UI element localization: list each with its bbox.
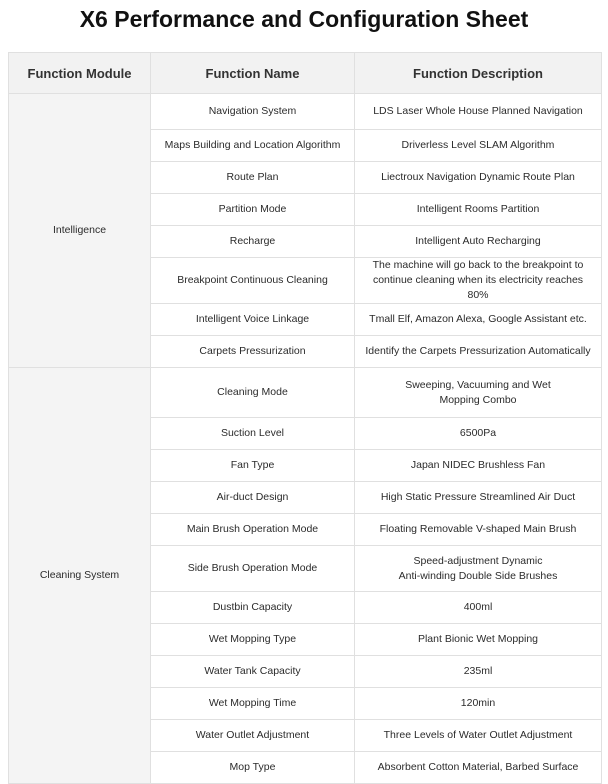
configuration-table: [8, 52, 602, 784]
function-description-cell: Intelligent Rooms Partition: [355, 194, 602, 226]
function-name-cell: Water Outlet Adjustment: [151, 720, 355, 752]
function-description-cell: Three Levels of Water Outlet Adjustment: [355, 720, 602, 752]
table-body: [9, 94, 602, 784]
function-name-cell: Main Brush Operation Mode: [151, 514, 355, 546]
function-name-cell: Route Plan: [151, 162, 355, 194]
function-name-cell: Breakpoint Continuous Cleaning: [151, 258, 355, 304]
table-row: [9, 368, 602, 418]
function-module-cell: Intelligence: [9, 94, 151, 368]
header-row: [9, 53, 602, 94]
function-name-cell: Carpets Pressurization: [151, 336, 355, 368]
header-function-name: Function Name: [151, 53, 355, 94]
function-name-cell: Recharge: [151, 226, 355, 258]
function-name-cell: Wet Mopping Time: [151, 688, 355, 720]
function-description-cell: 6500Pa: [355, 418, 602, 450]
function-name-cell: Navigation System: [151, 94, 355, 130]
function-module-cell: Cleaning System: [9, 368, 151, 784]
function-description-cell: 400ml: [355, 592, 602, 624]
table-row: [9, 94, 602, 130]
function-description-cell: Floating Removable V-shaped Main Brush: [355, 514, 602, 546]
function-description-cell: The machine will go back to the breakpoint to continue cleaning when its electricity reaches 80%: [355, 258, 602, 304]
function-name-cell: Water Tank Capacity: [151, 656, 355, 688]
function-name-cell: Dustbin Capacity: [151, 592, 355, 624]
header-function-description: Function Description: [355, 53, 602, 94]
function-name-cell: Side Brush Operation Mode: [151, 546, 355, 592]
function-description-cell: Japan NIDEC Brushless Fan: [355, 450, 602, 482]
function-description-cell: Intelligent Auto Recharging: [355, 226, 602, 258]
function-name-cell: Wet Mopping Type: [151, 624, 355, 656]
function-description-cell: 120min: [355, 688, 602, 720]
function-name-cell: Air-duct Design: [151, 482, 355, 514]
function-description-cell: 235ml: [355, 656, 602, 688]
page-title: X6 Performance and Configuration Sheet: [79, 6, 529, 32]
function-name-cell: Suction Level: [151, 418, 355, 450]
function-name-cell: Mop Type: [151, 752, 355, 784]
function-description-cell: LDS Laser Whole House Planned Navigation: [355, 94, 602, 130]
function-description-cell: Tmall Elf, Amazon Alexa, Google Assistant etc.: [355, 304, 602, 336]
function-description-cell: Identify the Carpets Pressurization Automatically: [355, 336, 602, 368]
function-name-cell: Cleaning Mode: [151, 368, 355, 418]
function-description-cell: Driverless Level SLAM Algorithm: [355, 130, 602, 162]
function-name-cell: Maps Building and Location Algorithm: [151, 130, 355, 162]
header-function-module: Function Module: [9, 53, 151, 94]
function-description-cell: Liectroux Navigation Dynamic Route Plan: [355, 162, 602, 194]
function-name-cell: Partition Mode: [151, 194, 355, 226]
function-description-cell: High Static Pressure Streamlined Air Duct: [355, 482, 602, 514]
function-name-cell: Fan Type: [151, 450, 355, 482]
function-description-cell: Plant Bionic Wet Mopping: [355, 624, 602, 656]
function-description-cell: Absorbent Cotton Material, Barbed Surface: [355, 752, 602, 784]
function-description-cell: Sweeping, Vacuuming and Wet Mopping Combo: [355, 368, 602, 418]
function-name-cell: Intelligent Voice Linkage: [151, 304, 355, 336]
function-description-cell: Speed-adjustment Dynamic Anti-winding Double Side Brushes: [355, 546, 602, 592]
